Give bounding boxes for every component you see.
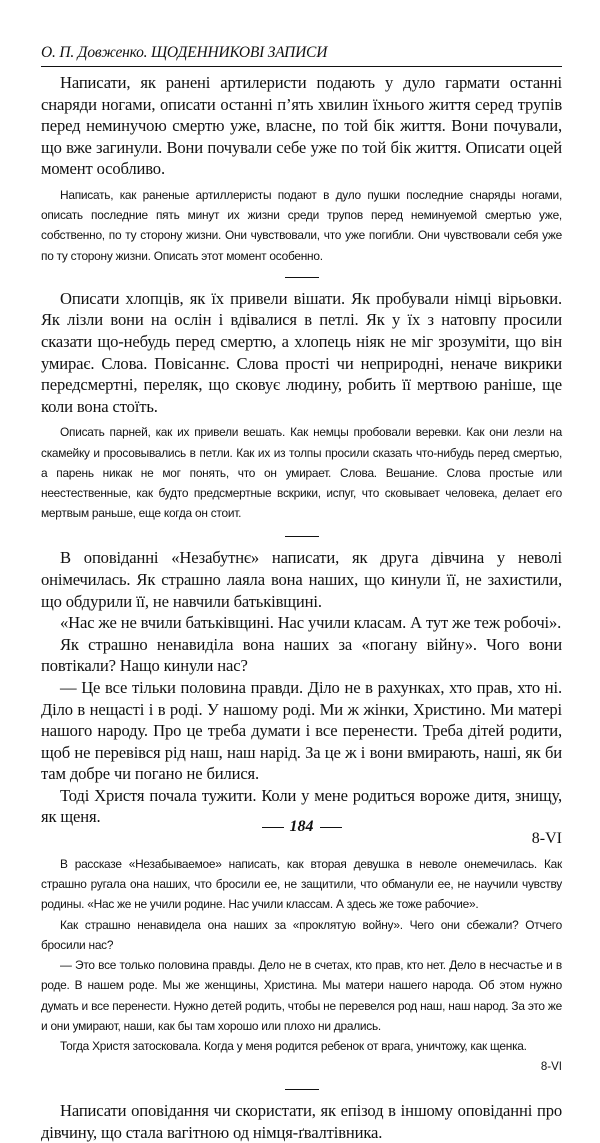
entry-3-russian-translation <box>41 854 562 1076</box>
entry-1 <box>41 72 562 266</box>
entry-3-ukrainian-paragraph: Як страшно ненавиділа вона наших за «погану війну». Чого вони повтікали? Нащо кинули нас? <box>41 634 562 676</box>
entry-2-russian-translation <box>41 422 562 523</box>
entry-3-russian-paragraph: Тогда Христя затосковала. Когда у меня родится ребенок от врага, уничтожу, как щенка. <box>60 1038 527 1053</box>
entry-3-ukrainian-paragraph: В оповіданні «Незабутнє» написати, як друга дівчина у неволі онімечилась. Як страшно лаяла вона наших, що кинули її, не захистили, що обдурили її, не навчили батьківщині. <box>41 548 562 611</box>
entry-3-ukrainian-paragraph: Тоді Христя почала тужити. Коли у мене родиться вороже дитя, знищу, як щеня. <box>41 785 562 827</box>
entry-2-russian-paragraph: Описать парней, как их привели вешать. Как немцы пробовали веревки. Как они лезли на скамейку и просовывались в петли. Как их из толпы просили сказать что-нибудь перед смертью, а парень никак не мог понять, что он умирает. Слова. Вешание. Слова простые или неестественные, как будто предсмертные вскрики, испуг, что сковывает человека, делает его мертвым раньше, еще когда он стоит. <box>41 425 562 521</box>
entry-3-date: 8-VI <box>531 830 562 848</box>
page-content <box>41 72 562 1143</box>
entry-3-russian-date: 8-VI <box>540 1061 562 1074</box>
entry-2 <box>41 288 562 524</box>
entry-2-ukrainian-paragraph: Описати хлопців, як їх привели вішати. Як пробували німці вірьовки. Як лізли вони на ослін і вдівалися в петлі. Як у їх з натовпу просили сказати що-небудь перед смертю, а хлопець ніяк не міг зрозуміти, що він умирає. Слова. Повісаннє. Слова прості чи неприродні, неначе викрики передсмертні, переляк, що сковує людину, робить її мертвою раніше, ще коли вона стоїть. <box>41 288 562 416</box>
entry-4-ukrainian-paragraph: Написати оповідання чи скористати, як епізод в іншому оповіданні про дівчину, що стала вагітною од німця-ґвалтівника. <box>41 1101 562 1142</box>
entry-3-russian-paragraph: — Это все только половина правды. Дело не в счетах, кто прав, кто нет. Дело в несчастье и в роде. В нашем роде. Мы же женщины, Христина. Мы матери нашего народа. Об этом нужно думать и все перенести. Нужно детей родить, чтобы не перевелся род наш, наш народ. За это же и они умирают, наши, как бы там хорошо или плохо ни дрались. <box>41 958 562 1033</box>
entry-1-ukrainian-paragraph: Написати, як ранені артилеристи подають у дуло гармати останні снаряди ногами, описати останні п’ять хвилин їхнього життя серед трупів перед неминучою смертю уже, власне, по той бік життя. Вони почували, що вже загинули. Вони почували себе уже по той бік життя. Описати оцей момент особливо. <box>41 73 562 179</box>
entry-1-russian-translation <box>41 185 562 266</box>
entry-4 <box>41 1100 562 1143</box>
page-number-value: 184 <box>289 818 314 835</box>
section-separator <box>285 277 319 278</box>
section-separator <box>285 1089 319 1090</box>
entry-3-ukrainian-paragraph: — Це все тільки половина правди. Діло не в рахунках, хто прав, хто ні. Діло в нещасті і в роді. У нашому роді. Ми ж жінки, Христино. Ми матері нашого народу. Про це треба думати і все перенести. Треба дітей родити, щоб не перевівся рід наш, наш нарід. За це ж і вони вмирають, наші, як би там добре чи погано не билися. <box>41 677 562 784</box>
folio-dash-right <box>320 827 342 828</box>
entry-3-ukrainian-paragraph: «Нас же не вчили батьківщині. Нас учили класам. А тут же теж робочі». <box>60 613 562 633</box>
entry-3 <box>41 547 562 1076</box>
entry-3-russian-paragraph: Как страшно ненавидела она наших за «проклятую войну». Чего они сбежали? Отчего бросили нас? <box>41 917 562 952</box>
folio-dash-left <box>262 827 284 828</box>
running-head: О. П. Довженко. ЩОДЕННИКОВІ ЗАПИСИ <box>41 43 562 67</box>
page-number <box>41 818 562 836</box>
section-separator <box>285 536 319 537</box>
entry-1-russian-paragraph: Написать, как раненые артиллеристы подают в дуло пушки последние снаряды ногами, описать последние пять минут их жизни среди трупов перед неминуемой смертью уже, собственно, по ту сторону жизни. Они чувствовали, что уже погибли. Они чувствовали себя уже по ту сторону жизни. Описать этот момент особенно. <box>41 187 562 263</box>
entry-3-russian-paragraph: В рассказе «Незабываемое» написать, как вторая девушка в неволе онемечилась. Как страшно ругала она наших, что бросили ее, не защитили, что обманули ее, не научили чувству родины. «Нас же не учили родине. Нас учили классам. А здесь же тоже рабочие». <box>41 857 562 912</box>
